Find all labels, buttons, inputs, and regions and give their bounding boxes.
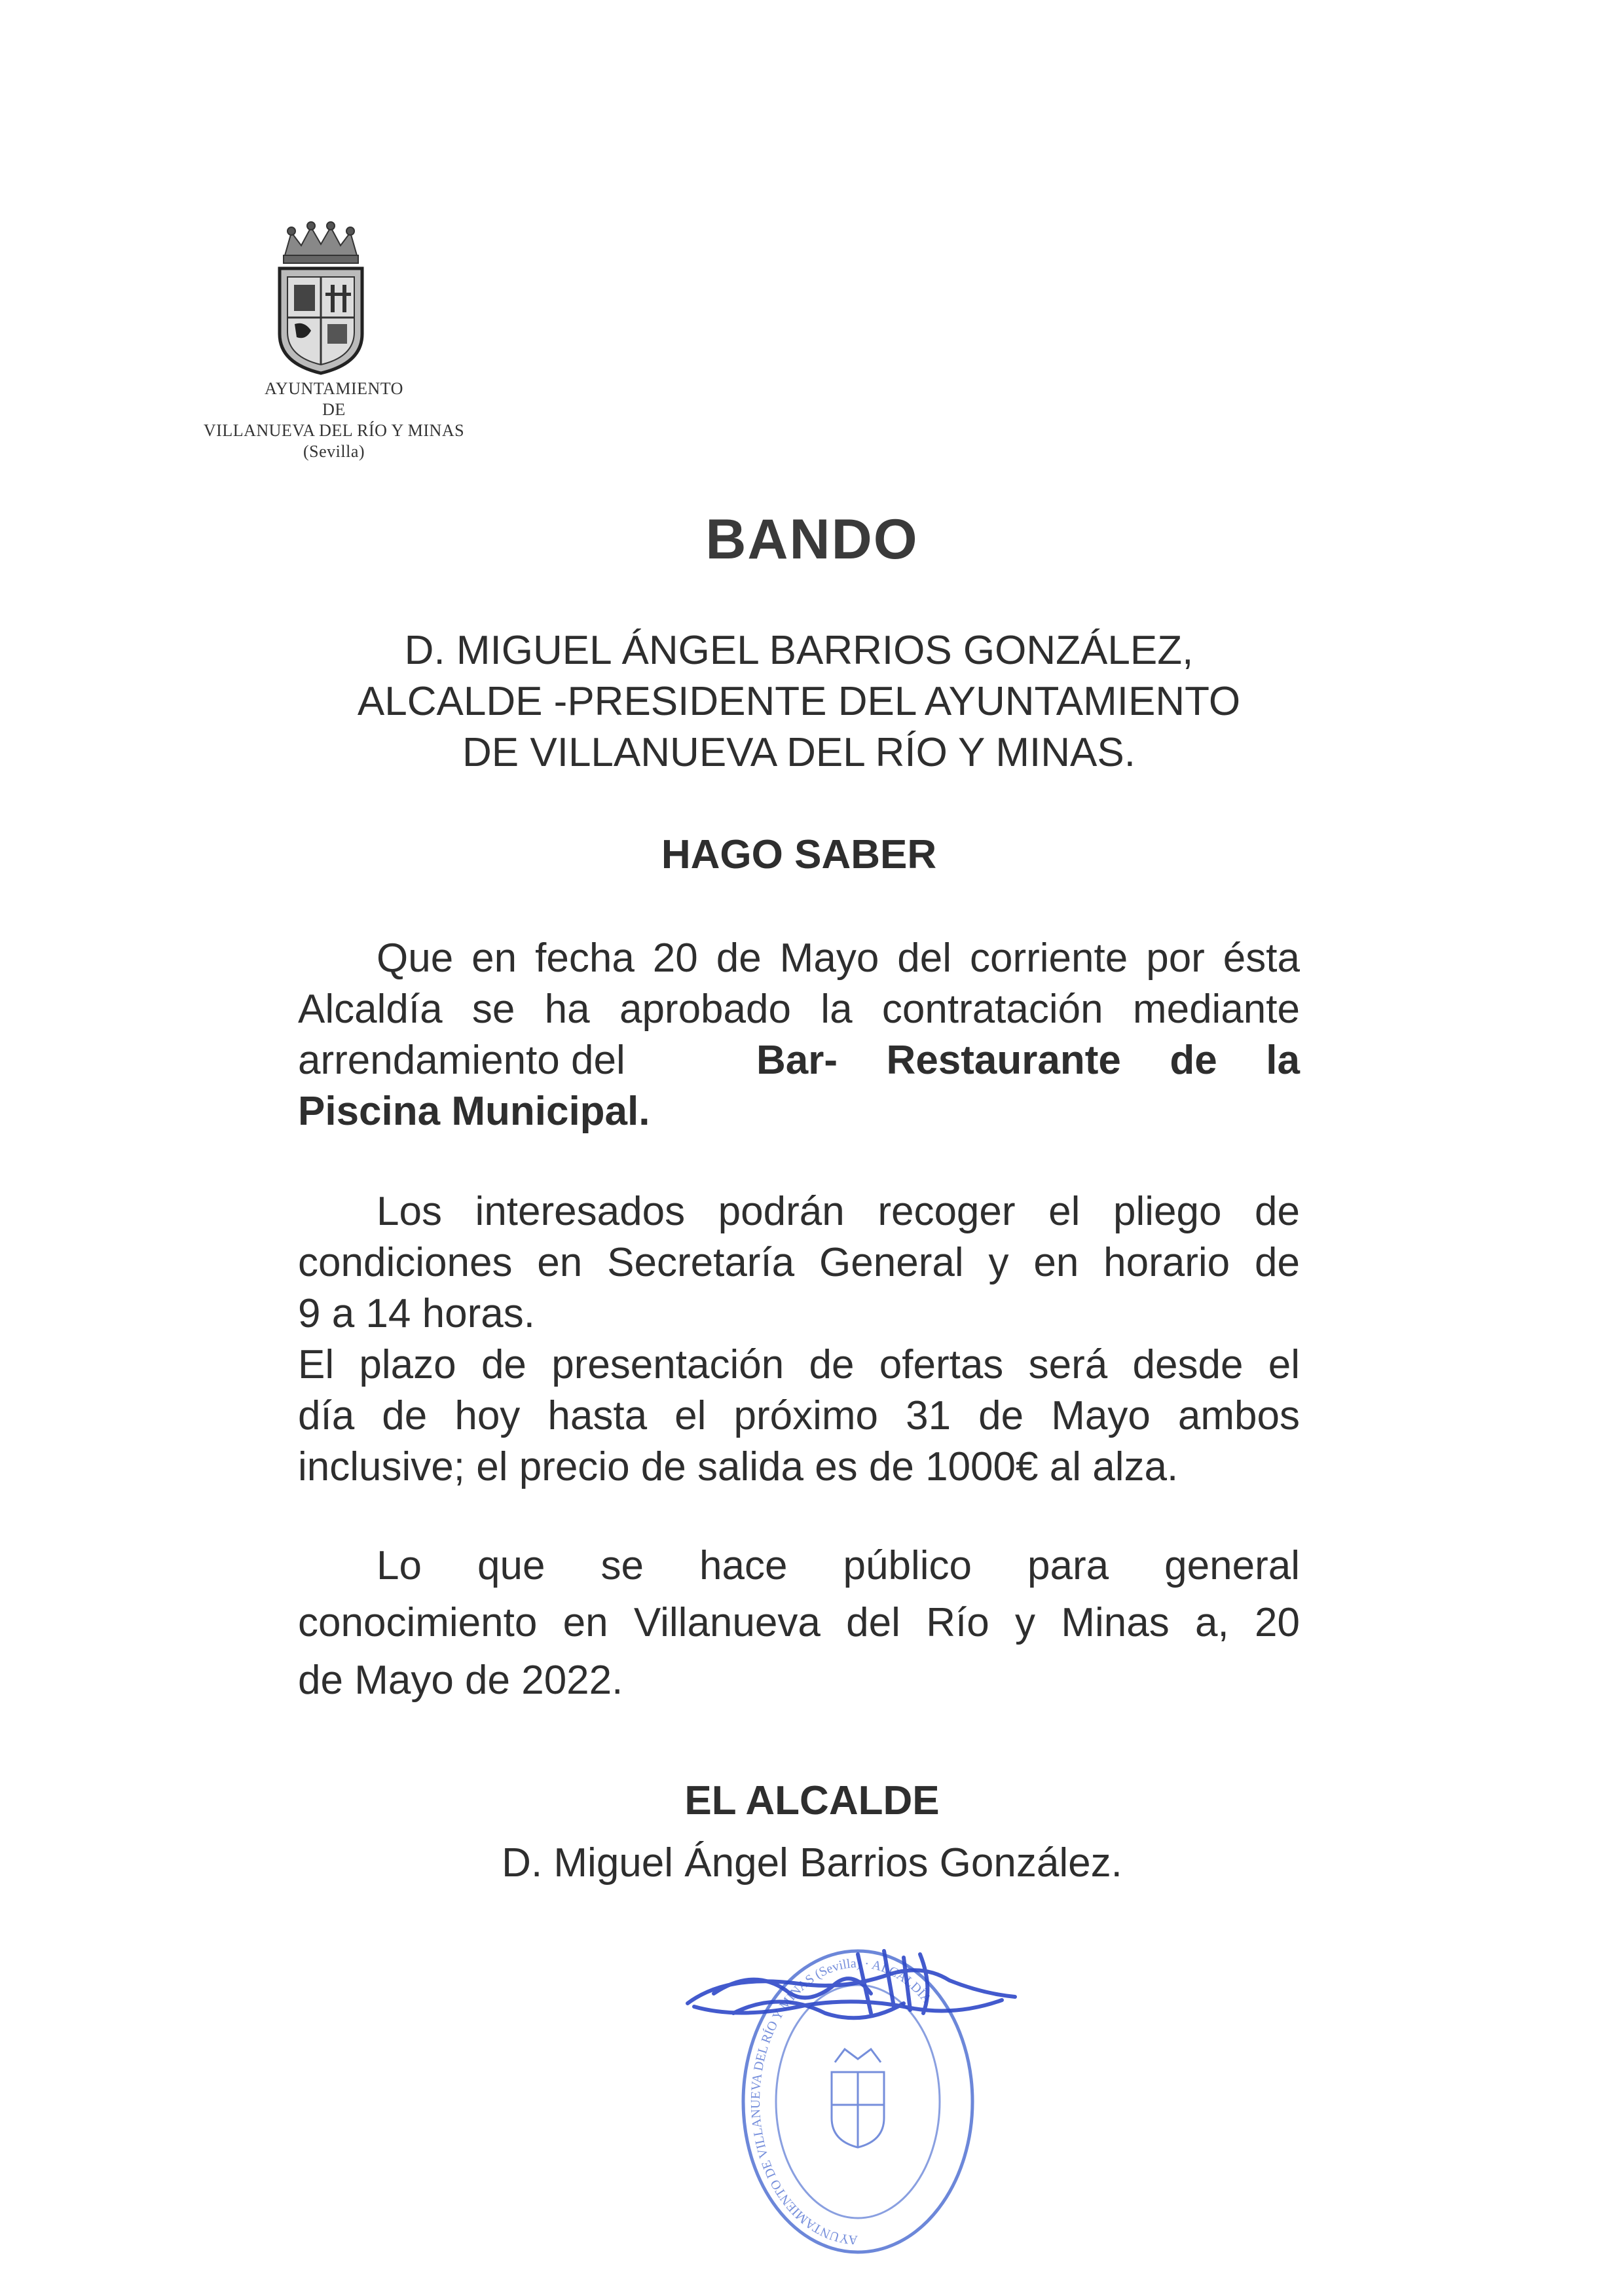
p2-line-6: inclusive; el precio de salida es de 1000€ al alza.: [298, 1444, 1179, 1489]
section-heading: HAGO SABER: [661, 832, 937, 877]
document-title: BANDO: [705, 508, 919, 571]
p2-line-5: día de hoy hasta el próximo 31 de Mayo ambos: [298, 1393, 1300, 1438]
coat-of-arms-icon: [265, 219, 377, 376]
authority-line-3: DE VILLANUEVA DEL RÍO Y MINAS.: [462, 730, 1135, 775]
letterhead-line-4: (Sevilla): [303, 442, 365, 461]
p2-line-4: El plazo de presentación de ofertas será desde el: [298, 1342, 1300, 1387]
letterhead-line-1: AYUNTAMIENTO: [265, 379, 403, 398]
p1-line-3-bold: Bar- Restaurante de la: [756, 1038, 1300, 1083]
authority-line-2: ALCALDE -PRESIDENTE DEL AYUNTAMIENTO: [357, 679, 1241, 724]
p2-line-3: 9 a 14 horas.: [298, 1291, 535, 1336]
p1-line-2: Alcaldía se ha aprobado la contratación mediante: [298, 987, 1300, 1032]
p2-line-1: Los interesados podrán recoger el pliego de: [377, 1189, 1300, 1234]
signature-title: EL ALCALDE: [684, 1778, 940, 1823]
p3-line-3: de Mayo de 2022.: [298, 1658, 623, 1703]
letterhead-line-2: DE: [322, 400, 346, 419]
p2-line-2: condiciones en Secretaría General y en horario de: [298, 1240, 1300, 1285]
p1-line-1: Que en fecha 20 de Mayo del corriente por ésta: [377, 936, 1300, 981]
p1-line-3-start: arrendamiento del: [298, 1038, 625, 1083]
letterhead-line-3: VILLANUEVA DEL RÍO Y MINAS: [203, 421, 465, 440]
p1-line-4: Piscina Municipal.: [298, 1089, 650, 1134]
p1-line-3: [298, 1035, 1300, 1086]
p3-line-1: Lo que se hace público para general: [377, 1543, 1300, 1588]
authority-line-1: D. MIGUEL ÁNGEL BARRIOS GONZÁLEZ,: [404, 628, 1194, 673]
official-seal-icon: [674, 1928, 1041, 2262]
signature-name: D. Miguel Ángel Barrios González.: [502, 1840, 1122, 1886]
seal-ring-text: AYUNTAMIENTO DE VILLANUEVA DEL RÍO Y MINAS (Sevilla) · ALCALDÍA: [748, 1956, 934, 2248]
p3-line-2: conocimiento en Villanueva del Río y Minas a, 20: [298, 1600, 1300, 1645]
